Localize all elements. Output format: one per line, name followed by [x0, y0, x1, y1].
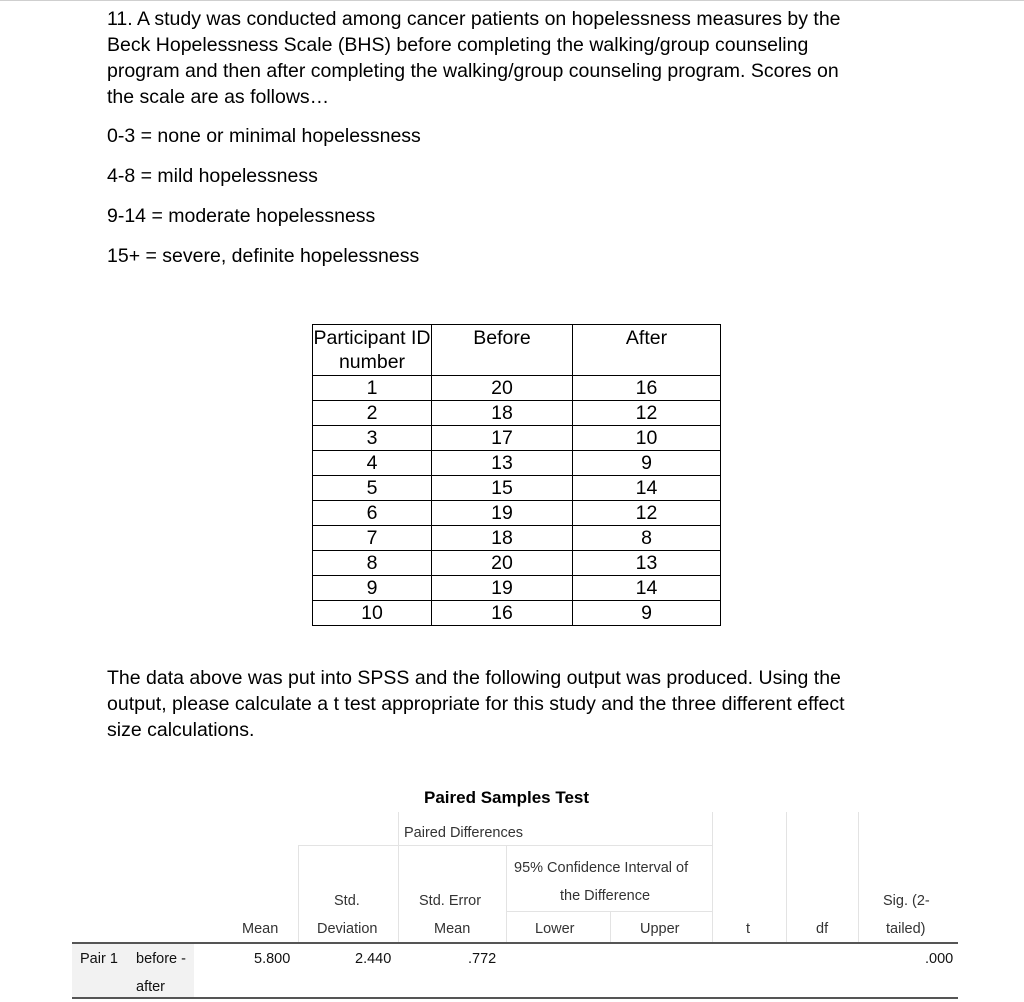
cell-after: 12 — [573, 401, 721, 426]
pair-name-2: after — [136, 979, 166, 995]
table-row — [313, 476, 721, 501]
table-row — [313, 601, 721, 626]
cell-after: 16 — [573, 376, 721, 401]
cell-id: 7 — [313, 526, 432, 551]
table-header-row — [313, 325, 721, 376]
scale-severe: 15+ = severe, definite hopelessness — [107, 245, 420, 267]
header-participant-label: Participant ID number — [313, 327, 431, 373]
grid-line — [398, 812, 399, 942]
header-std-2: Deviation — [317, 921, 378, 937]
table-row — [313, 401, 721, 426]
cell-before: 13 — [432, 451, 573, 476]
cell-id: 4 — [313, 451, 432, 476]
cell-after: 13 — [573, 551, 721, 576]
header-sem-1: Std. Error — [419, 893, 482, 909]
cell-before: 19 — [432, 576, 573, 601]
grid-line — [298, 845, 712, 846]
cell-after: 9 — [573, 451, 721, 476]
value-sig: .000 — [925, 951, 954, 967]
grid-line — [506, 846, 507, 942]
cell-id: 1 — [313, 376, 432, 401]
scale-moderate: 9-14 = moderate hopelessness — [107, 205, 376, 227]
header-after: After — [573, 325, 721, 376]
header-mean: Mean — [242, 921, 279, 937]
header-lower: Lower — [535, 921, 575, 937]
value-std-dev: 2.440 — [355, 951, 392, 967]
cell-after: 12 — [573, 501, 721, 526]
question-text — [107, 6, 907, 110]
cell-after: 9 — [573, 601, 721, 626]
pair-label: Pair 1 — [80, 951, 118, 967]
header-participant — [313, 325, 432, 376]
cell-before: 18 — [432, 526, 573, 551]
instructions-line: The data above was put into SPSS and the following output was produced. Using the — [107, 667, 841, 689]
cell-before: 20 — [432, 551, 573, 576]
grid-line — [610, 912, 611, 942]
ci-label: 95% Confidence Interval of — [514, 860, 689, 876]
pair-name-1: before - — [136, 951, 186, 967]
cell-before: 16 — [432, 601, 573, 626]
cell-before: 17 — [432, 426, 573, 451]
grid-line — [858, 812, 859, 942]
cell-id: 3 — [313, 426, 432, 451]
scale-none: 0-3 = none or minimal hopelessness — [107, 125, 421, 147]
table-row — [313, 376, 721, 401]
ci-label-2: the Difference — [560, 888, 651, 904]
cell-id: 2 — [313, 401, 432, 426]
cell-id: 6 — [313, 501, 432, 526]
question-line: program and then after completing the walking/group counseling program. Scores on — [107, 60, 839, 82]
header-sig-2: tailed) — [886, 921, 926, 937]
header-std-1: Std. — [334, 893, 360, 909]
table-row — [313, 451, 721, 476]
cell-before: 19 — [432, 501, 573, 526]
cell-id: 5 — [313, 476, 432, 501]
table-row — [313, 526, 721, 551]
paired-differences-label: Paired Differences — [404, 825, 524, 841]
cell-after: 8 — [573, 526, 721, 551]
cell-after: 14 — [573, 576, 721, 601]
scores-table — [312, 324, 721, 626]
cell-after: 10 — [573, 426, 721, 451]
value-mean: 5.800 — [254, 951, 291, 967]
instructions-text — [107, 665, 917, 743]
header-sem-2: Mean — [434, 921, 471, 937]
header-before: Before — [432, 325, 573, 376]
cell-before: 20 — [432, 376, 573, 401]
scale-mild: 4-8 = mild hopelessness — [107, 165, 318, 187]
cell-id: 10 — [313, 601, 432, 626]
instructions-line: size calculations. — [107, 719, 255, 741]
question-line: 11. A study was conducted among cancer patients on hopelessness measures by the — [107, 8, 841, 30]
cell-before: 18 — [432, 401, 573, 426]
grid-line — [712, 812, 713, 942]
header-sig-1: Sig. (2- — [883, 893, 930, 909]
value-std-err: .772 — [468, 951, 497, 967]
cell-before: 15 — [432, 476, 573, 501]
header-upper: Upper — [640, 921, 680, 937]
question-line: the scale are as follows… — [107, 86, 330, 108]
question-line: Beck Hopelessness Scale (BHS) before completing the walking/group counseling — [107, 34, 809, 56]
cell-id: 8 — [313, 551, 432, 576]
top-border — [0, 0, 1024, 1]
table-row — [313, 551, 721, 576]
instructions-line: output, please calculate a t test appropriate for this study and the three different effect — [107, 693, 845, 715]
cell-after: 14 — [573, 476, 721, 501]
grid-line — [786, 812, 787, 942]
table-row — [313, 576, 721, 601]
table-row — [313, 501, 721, 526]
cell-id: 9 — [313, 576, 432, 601]
grid-line — [506, 911, 712, 912]
bottom-rule — [72, 997, 958, 999]
header-rule — [72, 942, 958, 944]
header-df: df — [816, 921, 829, 937]
header-t: t — [746, 921, 751, 937]
table-row — [313, 426, 721, 451]
spss-title: Paired Samples Test — [424, 788, 590, 807]
grid-line — [298, 846, 299, 942]
